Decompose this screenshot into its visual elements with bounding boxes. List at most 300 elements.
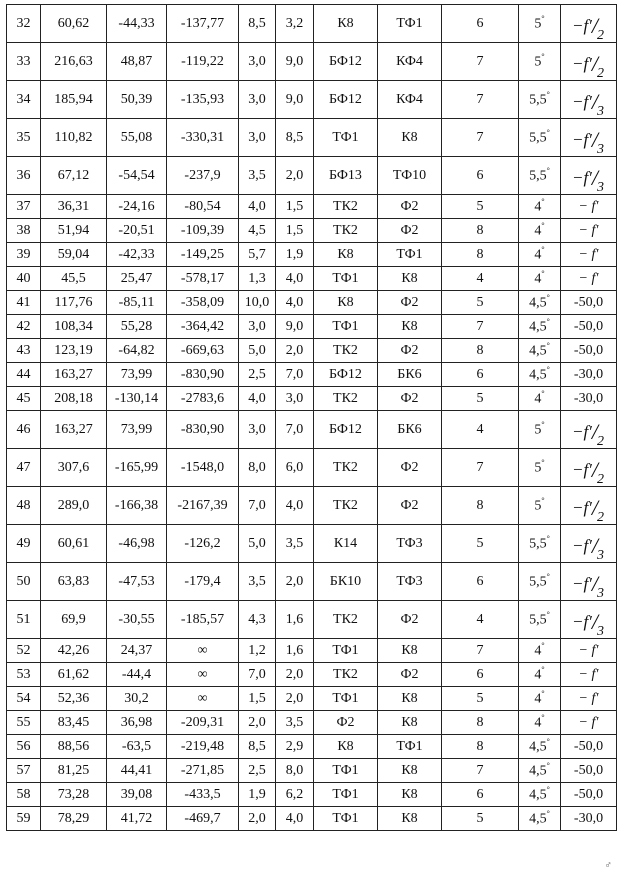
col-e-cell: 1,6 xyxy=(276,601,314,639)
table-row xyxy=(7,387,617,411)
angle-cell: 4,5° xyxy=(519,339,561,363)
col-d-cell: 2,5 xyxy=(239,363,276,387)
angle-cell: 5,5° xyxy=(519,119,561,157)
focus-cell: $-f'/_3$ xyxy=(561,601,617,639)
col-k-cell: 8 xyxy=(442,711,519,735)
glass-1-cell: БФ13 xyxy=(314,157,378,195)
col-a-cell: 163,27 xyxy=(41,411,107,449)
col-a-cell: 123,19 xyxy=(41,339,107,363)
col-a-cell: 42,26 xyxy=(41,639,107,663)
focus-denominator: 3 xyxy=(597,547,605,563)
col-c-cell: ∞ xyxy=(167,639,239,663)
col-c-cell: -80,54 xyxy=(167,195,239,219)
focus-denominator: 2 xyxy=(597,433,605,449)
focus-numerator: −f xyxy=(571,15,589,35)
focus-cell: − f′ xyxy=(561,663,617,687)
col-c-cell: -433,5 xyxy=(167,783,239,807)
angle-cell: 4° xyxy=(519,267,561,291)
col-b-cell: -85,11 xyxy=(107,291,167,315)
focus-denominator: 3 xyxy=(597,179,605,195)
row-number-cell: 36 xyxy=(7,157,41,195)
col-k-cell: 8 xyxy=(442,735,519,759)
glass-2-cell: К8 xyxy=(378,687,442,711)
glass-2-cell: ТФ10 xyxy=(378,157,442,195)
focus-cell: -50,0 xyxy=(561,735,617,759)
col-a-cell: 63,83 xyxy=(41,563,107,601)
col-e-cell: 3,5 xyxy=(276,525,314,563)
col-c-cell: -830,90 xyxy=(167,363,239,387)
col-e-cell: 4,0 xyxy=(276,487,314,525)
angle-cell: 4° xyxy=(519,219,561,243)
angle-cell: 5° xyxy=(519,5,561,43)
col-b-cell: -44,4 xyxy=(107,663,167,687)
col-k-cell: 4 xyxy=(442,411,519,449)
col-k-cell: 8 xyxy=(442,219,519,243)
col-a-cell: 60,62 xyxy=(41,5,107,43)
col-k-cell: 6 xyxy=(442,5,519,43)
glass-2-cell: К8 xyxy=(378,759,442,783)
glass-2-cell: Ф2 xyxy=(378,487,442,525)
col-e-cell: 6,0 xyxy=(276,449,314,487)
focus-numerator: −f xyxy=(571,535,589,555)
col-a-cell: 59,04 xyxy=(41,243,107,267)
col-a-cell: 60,61 xyxy=(41,525,107,563)
angle-cell: 5° xyxy=(519,449,561,487)
col-k-cell: 4 xyxy=(442,601,519,639)
table-row xyxy=(7,43,617,81)
focus-cell: $-f'/_3$ xyxy=(561,157,617,195)
focus-cell: -30,0 xyxy=(561,387,617,411)
row-number-cell: 39 xyxy=(7,243,41,267)
focus-cell: − f′ xyxy=(561,243,617,267)
glass-1-cell: ТФ1 xyxy=(314,807,378,831)
table-row xyxy=(7,363,617,387)
col-k-cell: 6 xyxy=(442,563,519,601)
row-number-cell: 35 xyxy=(7,119,41,157)
col-c-cell: -364,42 xyxy=(167,315,239,339)
glass-1-cell: БФ12 xyxy=(314,411,378,449)
angle-cell: 4,5° xyxy=(519,735,561,759)
col-k-cell: 5 xyxy=(442,687,519,711)
angle-value: 5,5 xyxy=(529,574,547,590)
glass-1-cell: ТК2 xyxy=(314,195,378,219)
col-b-cell: -20,51 xyxy=(107,219,167,243)
col-e-cell: 4,0 xyxy=(276,267,314,291)
angle-value: 5 xyxy=(534,498,542,514)
col-a-cell: 307,6 xyxy=(41,449,107,487)
glass-1-cell: ТК2 xyxy=(314,449,378,487)
glass-1-cell: БФ12 xyxy=(314,363,378,387)
col-b-cell: 50,39 xyxy=(107,81,167,119)
table-row xyxy=(7,81,617,119)
focus-cell: -50,0 xyxy=(561,291,617,315)
col-b-cell: 55,28 xyxy=(107,315,167,339)
col-c-cell: -119,22 xyxy=(167,43,239,81)
col-c-cell: -149,25 xyxy=(167,243,239,267)
row-number-cell: 38 xyxy=(7,219,41,243)
focus-cell: $-f'/_2$ xyxy=(561,411,617,449)
glass-1-cell: БФ12 xyxy=(314,81,378,119)
col-k-cell: 7 xyxy=(442,449,519,487)
col-c-cell: -179,4 xyxy=(167,563,239,601)
col-b-cell: 73,99 xyxy=(107,363,167,387)
glass-1-cell: ТФ1 xyxy=(314,119,378,157)
col-a-cell: 289,0 xyxy=(41,487,107,525)
angle-value: 4,5 xyxy=(529,295,547,311)
angle-cell: 5,5° xyxy=(519,157,561,195)
focus-cell: -50,0 xyxy=(561,339,617,363)
col-d-cell: 4,3 xyxy=(239,601,276,639)
focus-cell: -30,0 xyxy=(561,807,617,831)
table-row xyxy=(7,525,617,563)
col-e-cell: 7,0 xyxy=(276,363,314,387)
col-b-cell: -166,38 xyxy=(107,487,167,525)
col-b-cell: -46,98 xyxy=(107,525,167,563)
data-table xyxy=(6,4,617,831)
col-k-cell: 7 xyxy=(442,43,519,81)
col-e-cell: 9,0 xyxy=(276,43,314,81)
focus-cell: $-f'/_3$ xyxy=(561,525,617,563)
col-k-cell: 6 xyxy=(442,363,519,387)
focus-cell: $-f'/_2$ xyxy=(561,487,617,525)
glass-2-cell: ТФ1 xyxy=(378,5,442,43)
focus-numerator: −f xyxy=(571,459,589,479)
glass-2-cell: К8 xyxy=(378,711,442,735)
col-a-cell: 45,5 xyxy=(41,267,107,291)
glass-1-cell: Ф2 xyxy=(314,711,378,735)
col-a-cell: 61,62 xyxy=(41,663,107,687)
col-d-cell: 8,5 xyxy=(239,735,276,759)
glass-2-cell: К8 xyxy=(378,639,442,663)
col-a-cell: 78,29 xyxy=(41,807,107,831)
focus-cell: $-f'/_3$ xyxy=(561,563,617,601)
col-b-cell: -54,54 xyxy=(107,157,167,195)
table-row xyxy=(7,315,617,339)
col-e-cell: 2,0 xyxy=(276,663,314,687)
angle-value: 4,5 xyxy=(529,343,547,359)
angle-cell: 5° xyxy=(519,411,561,449)
row-number-cell: 59 xyxy=(7,807,41,831)
focus-numerator: −f xyxy=(571,421,589,441)
row-number-cell: 51 xyxy=(7,601,41,639)
col-c-cell: -578,17 xyxy=(167,267,239,291)
col-e-cell: 1,5 xyxy=(276,195,314,219)
angle-value: 4 xyxy=(534,643,542,659)
table-row xyxy=(7,759,617,783)
col-b-cell: -63,5 xyxy=(107,735,167,759)
row-number-cell: 44 xyxy=(7,363,41,387)
angle-value: 5 xyxy=(534,16,542,32)
focus-numerator: −f xyxy=(571,91,589,111)
col-a-cell: 67,12 xyxy=(41,157,107,195)
col-e-cell: 6,2 xyxy=(276,783,314,807)
col-b-cell: 25,47 xyxy=(107,267,167,291)
glass-2-cell: К8 xyxy=(378,315,442,339)
row-number-cell: 58 xyxy=(7,783,41,807)
col-b-cell: 48,87 xyxy=(107,43,167,81)
glass-1-cell: К8 xyxy=(314,735,378,759)
angle-value: 5,5 xyxy=(529,536,547,552)
col-a-cell: 83,45 xyxy=(41,711,107,735)
col-d-cell: 1,9 xyxy=(239,783,276,807)
col-e-cell: 3,0 xyxy=(276,387,314,411)
glass-2-cell: БК6 xyxy=(378,411,442,449)
glass-2-cell: Ф2 xyxy=(378,601,442,639)
col-e-cell: 1,5 xyxy=(276,219,314,243)
glass-1-cell: К8 xyxy=(314,5,378,43)
glass-1-cell: ТФ1 xyxy=(314,639,378,663)
angle-cell: 4,5° xyxy=(519,807,561,831)
col-b-cell: 73,99 xyxy=(107,411,167,449)
glass-1-cell: ТФ1 xyxy=(314,267,378,291)
col-d-cell: 4,0 xyxy=(239,387,276,411)
glass-1-cell: ТФ1 xyxy=(314,759,378,783)
focus-denominator: 3 xyxy=(597,585,605,601)
angle-value: 4 xyxy=(534,223,542,239)
row-number-cell: 37 xyxy=(7,195,41,219)
glass-2-cell: ТФ3 xyxy=(378,525,442,563)
angle-value: 5 xyxy=(534,54,542,70)
col-b-cell: 30,2 xyxy=(107,687,167,711)
row-number-cell: 53 xyxy=(7,663,41,687)
col-b-cell: -64,82 xyxy=(107,339,167,363)
angle-cell: 4° xyxy=(519,711,561,735)
angle-value: 4 xyxy=(534,271,542,287)
col-k-cell: 5 xyxy=(442,807,519,831)
col-a-cell: 88,56 xyxy=(41,735,107,759)
glass-2-cell: КФ4 xyxy=(378,43,442,81)
angle-value: 5,5 xyxy=(529,168,547,184)
col-a-cell: 69,9 xyxy=(41,601,107,639)
focus-cell: -50,0 xyxy=(561,759,617,783)
col-d-cell: 3,0 xyxy=(239,119,276,157)
focus-denominator: 2 xyxy=(597,509,605,525)
col-k-cell: 5 xyxy=(442,387,519,411)
col-d-cell: 5,0 xyxy=(239,339,276,363)
col-b-cell: 44,41 xyxy=(107,759,167,783)
focus-denominator: 3 xyxy=(597,103,605,119)
row-number-cell: 55 xyxy=(7,711,41,735)
col-e-cell: 9,0 xyxy=(276,315,314,339)
glass-2-cell: ТФ1 xyxy=(378,735,442,759)
col-b-cell: 41,72 xyxy=(107,807,167,831)
col-d-cell: 8,0 xyxy=(239,449,276,487)
angle-cell: 4,5° xyxy=(519,783,561,807)
glass-2-cell: Ф2 xyxy=(378,291,442,315)
row-number-cell: 56 xyxy=(7,735,41,759)
col-d-cell: 7,0 xyxy=(239,487,276,525)
col-a-cell: 36,31 xyxy=(41,195,107,219)
col-d-cell: 5,0 xyxy=(239,525,276,563)
col-k-cell: 8 xyxy=(442,339,519,363)
col-e-cell: 2,0 xyxy=(276,687,314,711)
col-e-cell: 2,0 xyxy=(276,339,314,363)
table-row xyxy=(7,243,617,267)
row-number-cell: 42 xyxy=(7,315,41,339)
focus-numerator: −f xyxy=(571,129,589,149)
col-e-cell: 2,0 xyxy=(276,563,314,601)
angle-cell: 5,5° xyxy=(519,601,561,639)
col-b-cell: 36,98 xyxy=(107,711,167,735)
col-d-cell: 8,5 xyxy=(239,5,276,43)
glass-2-cell: БК6 xyxy=(378,363,442,387)
glass-1-cell: БФ12 xyxy=(314,43,378,81)
row-number-cell: 49 xyxy=(7,525,41,563)
table-row xyxy=(7,663,617,687)
col-d-cell: 2,0 xyxy=(239,711,276,735)
glass-1-cell: К14 xyxy=(314,525,378,563)
glass-2-cell: К8 xyxy=(378,267,442,291)
row-number-cell: 34 xyxy=(7,81,41,119)
focus-cell: $-f'/_3$ xyxy=(561,81,617,119)
table-row xyxy=(7,5,617,43)
col-k-cell: 5 xyxy=(442,195,519,219)
angle-value: 5,5 xyxy=(529,612,547,628)
col-a-cell: 216,63 xyxy=(41,43,107,81)
angle-value: 4 xyxy=(534,715,542,731)
table-row xyxy=(7,119,617,157)
focus-denominator: 2 xyxy=(597,65,605,81)
focus-cell: $-f'/_2$ xyxy=(561,5,617,43)
focus-numerator: −f xyxy=(571,611,589,631)
col-k-cell: 6 xyxy=(442,783,519,807)
col-d-cell: 1,2 xyxy=(239,639,276,663)
focus-numerator: −f xyxy=(571,497,589,517)
col-b-cell: -30,55 xyxy=(107,601,167,639)
col-c-cell: -2167,39 xyxy=(167,487,239,525)
col-c-cell: -185,57 xyxy=(167,601,239,639)
col-d-cell: 4,5 xyxy=(239,219,276,243)
table-row xyxy=(7,157,617,195)
focus-cell: $-f'/_3$ xyxy=(561,119,617,157)
glass-2-cell: Ф2 xyxy=(378,449,442,487)
col-e-cell: 3,2 xyxy=(276,5,314,43)
col-d-cell: 2,5 xyxy=(239,759,276,783)
table-row xyxy=(7,339,617,363)
table-row xyxy=(7,807,617,831)
angle-cell: 5° xyxy=(519,487,561,525)
row-number-cell: 46 xyxy=(7,411,41,449)
col-a-cell: 163,27 xyxy=(41,363,107,387)
col-a-cell: 73,28 xyxy=(41,783,107,807)
glass-1-cell: ТК2 xyxy=(314,663,378,687)
col-d-cell: 1,3 xyxy=(239,267,276,291)
col-d-cell: 1,5 xyxy=(239,687,276,711)
col-c-cell: -237,9 xyxy=(167,157,239,195)
angle-value: 4 xyxy=(534,391,542,407)
col-k-cell: 7 xyxy=(442,81,519,119)
angle-cell: 5,5° xyxy=(519,81,561,119)
angle-cell: 4,5° xyxy=(519,363,561,387)
col-k-cell: 4 xyxy=(442,267,519,291)
angle-value: 4,5 xyxy=(529,763,547,779)
col-e-cell: 8,0 xyxy=(276,759,314,783)
col-a-cell: 110,82 xyxy=(41,119,107,157)
angle-cell: 4° xyxy=(519,663,561,687)
col-c-cell: -126,2 xyxy=(167,525,239,563)
angle-value: 4 xyxy=(534,199,542,215)
col-c-cell: -469,7 xyxy=(167,807,239,831)
angle-value: 4,5 xyxy=(529,811,547,827)
focus-numerator: −f xyxy=(571,53,589,73)
row-number-cell: 43 xyxy=(7,339,41,363)
row-number-cell: 47 xyxy=(7,449,41,487)
col-e-cell: 7,0 xyxy=(276,411,314,449)
col-k-cell: 6 xyxy=(442,157,519,195)
focus-cell: − f′ xyxy=(561,219,617,243)
col-b-cell: -42,33 xyxy=(107,243,167,267)
col-a-cell: 185,94 xyxy=(41,81,107,119)
focus-cell: -30,0 xyxy=(561,363,617,387)
col-c-cell: -137,77 xyxy=(167,5,239,43)
row-number-cell: 45 xyxy=(7,387,41,411)
angle-cell: 4° xyxy=(519,195,561,219)
col-k-cell: 6 xyxy=(442,663,519,687)
row-number-cell: 50 xyxy=(7,563,41,601)
col-a-cell: 208,18 xyxy=(41,387,107,411)
col-k-cell: 7 xyxy=(442,639,519,663)
focus-cell: − f′ xyxy=(561,195,617,219)
focus-numerator: −f xyxy=(571,167,589,187)
table-row xyxy=(7,411,617,449)
glass-2-cell: Ф2 xyxy=(378,339,442,363)
focus-cell: -50,0 xyxy=(561,783,617,807)
col-e-cell: 4,0 xyxy=(276,291,314,315)
col-d-cell: 3,0 xyxy=(239,411,276,449)
col-c-cell: ∞ xyxy=(167,663,239,687)
angle-cell: 4° xyxy=(519,387,561,411)
table-row xyxy=(7,735,617,759)
table-row xyxy=(7,563,617,601)
table-row xyxy=(7,639,617,663)
focus-denominator: 3 xyxy=(597,623,605,639)
col-e-cell: 9,0 xyxy=(276,81,314,119)
focus-cell: -50,0 xyxy=(561,315,617,339)
col-b-cell: -24,16 xyxy=(107,195,167,219)
col-c-cell: -109,39 xyxy=(167,219,239,243)
col-k-cell: 7 xyxy=(442,119,519,157)
col-c-cell: -669,63 xyxy=(167,339,239,363)
col-c-cell: -271,85 xyxy=(167,759,239,783)
focus-cell: − f′ xyxy=(561,639,617,663)
angle-cell: 5,5° xyxy=(519,563,561,601)
col-k-cell: 8 xyxy=(442,487,519,525)
angle-value: 4,5 xyxy=(529,319,547,335)
col-k-cell: 8 xyxy=(442,243,519,267)
corner-mark-icon: ♂ xyxy=(604,860,612,871)
focus-denominator: 2 xyxy=(597,27,605,43)
glass-2-cell: ТФ3 xyxy=(378,563,442,601)
col-b-cell: 55,08 xyxy=(107,119,167,157)
row-number-cell: 57 xyxy=(7,759,41,783)
angle-cell: 4,5° xyxy=(519,315,561,339)
angle-value: 4,5 xyxy=(529,739,547,755)
col-d-cell: 3,0 xyxy=(239,315,276,339)
col-e-cell: 8,5 xyxy=(276,119,314,157)
col-c-cell: -830,90 xyxy=(167,411,239,449)
col-d-cell: 3,0 xyxy=(239,81,276,119)
table-row xyxy=(7,487,617,525)
col-e-cell: 1,9 xyxy=(276,243,314,267)
col-b-cell: -44,33 xyxy=(107,5,167,43)
glass-2-cell: Ф2 xyxy=(378,387,442,411)
glass-1-cell: ТК2 xyxy=(314,219,378,243)
glass-2-cell: Ф2 xyxy=(378,663,442,687)
col-b-cell: 24,37 xyxy=(107,639,167,663)
row-number-cell: 33 xyxy=(7,43,41,81)
angle-value: 4 xyxy=(534,691,542,707)
focus-cell: − f′ xyxy=(561,267,617,291)
